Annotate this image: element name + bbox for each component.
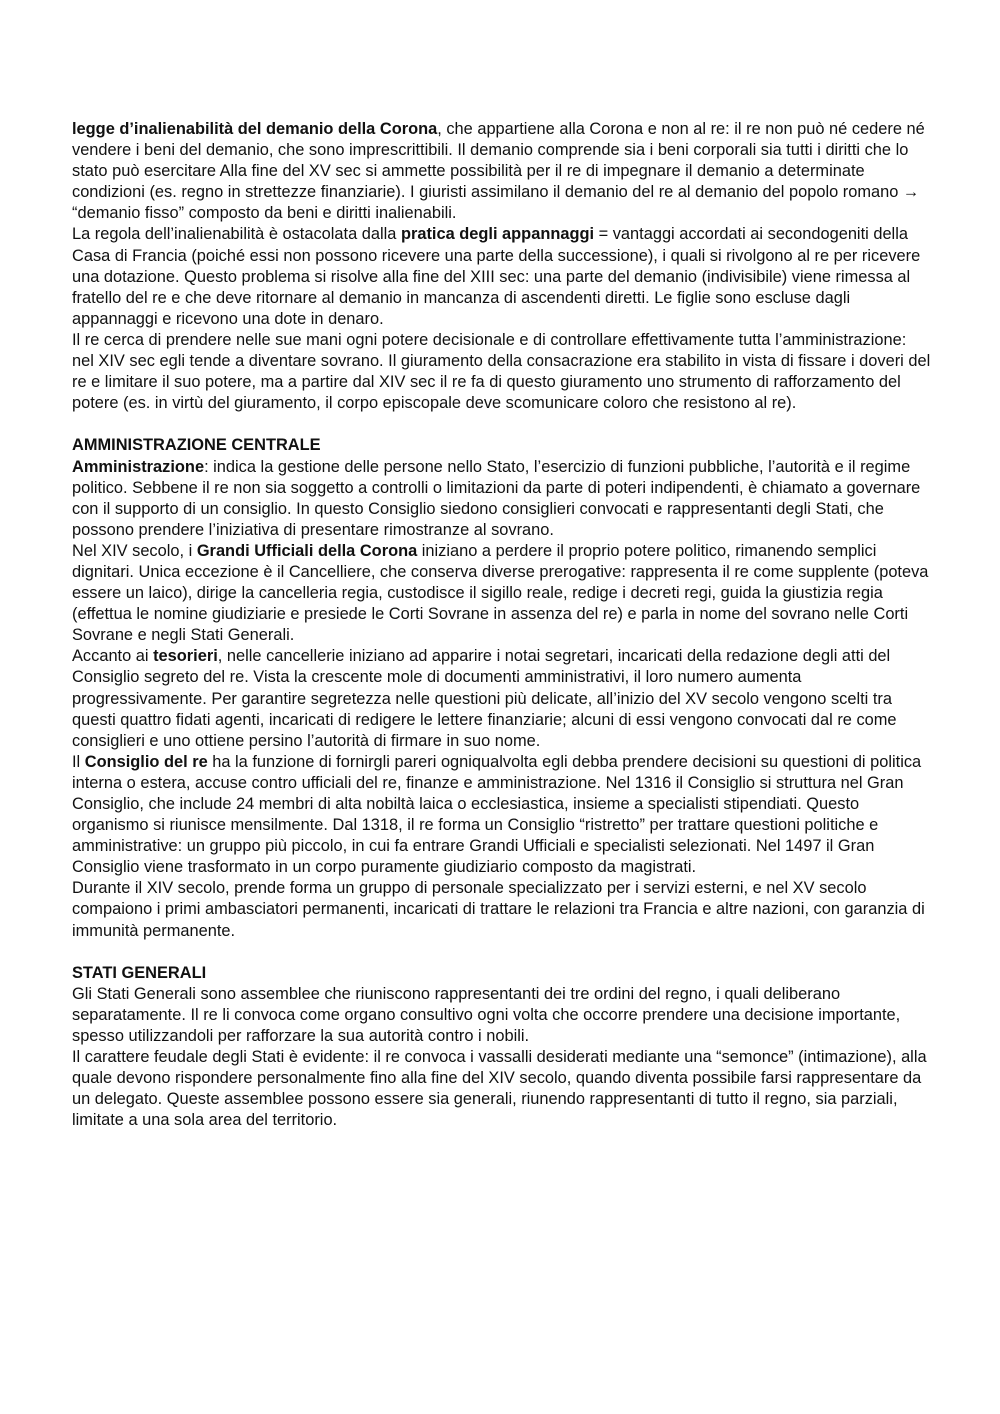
paragraph-ambassadors: Durante il XIV secolo, prende forma un gruppo di personale specializzato per i servizi esterni, e nel XV secolo compaiono i primi ambasciatori permanenti, incaricati di trattare le relazioni tra Francia e altre nazioni, con garanzia di immunità permanente. (72, 879, 925, 940)
paragraph-text: Accanto ai (72, 647, 154, 666)
spacer (72, 414, 932, 435)
spacer (72, 942, 932, 963)
document-page (72, 119, 932, 1132)
paragraph-treasurers (72, 646, 932, 751)
paragraph-sovereignty: Il re cerca di prendere nelle sue mani ogni potere decisionale e di controllare effettivamente tutta l’amministrazione: nel XIV sec egli tende a diventare sovrano. Il giuramento della consacrazione era stabilito in vista di fissare i doveri del re e limitare il suo potere, ma a partire dal XIV sec il re fa di questo giuramento uno strumento di rafforzamento del potere (es. in virtù del giuramento, il corpo episcopale deve scomunicare coloro che resistono al re). (72, 330, 931, 413)
paragraph-text: = vantaggi accordati ai secondogeniti della Casa di Francia (poiché essi non possono ricevere una parte della successione), i quali si rivolgono al re per ricevere una dotazione. Questo problema si risolve alla fine del XIII sec: una parte del demanio (indivisibile) viene rimessa al fratello del re e che deve ritornare al demanio in mancanza di ascendenti diretti. Le figlie sono escluse dagli appannaggi e ricevono una dote in denaro. (72, 225, 921, 328)
paragraph-text: Il (72, 752, 85, 771)
paragraph-text: ha la funzione di fornirgli pareri ogniqualvolta egli debba prendere decisioni su questioni di politica interna o estera, accuse contro ufficiali del re, finanze e amministrazione. Nel 1316 il Consiglio si struttura nel Gran Consiglio, che include 24 membri di alta nobiltà laica o ecclesiastica, insieme a specialisti stipendiati. Questo organismo si riunisce mensilmente. Dal 1318, il re forma un Consiglio “ristretto” per trattare questioni politiche e amministrative: un gruppo più piccolo, in cui fa entrare Grandi Ufficiali e specialisti selezionati. Nel 1497 il Gran Consiglio viene trasformato in un corpo puramente giudiziario composto da magistrati. (72, 752, 922, 877)
paragraph-inalienability (72, 119, 932, 224)
paragraph-appanages (72, 224, 932, 329)
bold-term: Consiglio del re (84, 752, 208, 771)
bold-term: pratica degli appannaggi (400, 225, 595, 244)
paragraph-text: “demanio fisso” composto da beni e diritti inalienabili. (72, 204, 457, 223)
paragraph-kings-council (72, 752, 932, 879)
bold-term: Grandi Ufficiali della Corona (196, 541, 418, 560)
section-heading-estates-general: STATI GENERALI (72, 963, 207, 982)
paragraph-estates-feudal: Il carattere feudale degli Stati è evidente: il re convoca i vassalli desiderati mediante una “semonce” (intimazione), alla quale devono rispondere personalmente fino alla fine del XIV secolo, quando diventa possibile farsi rappresentare da un delegato. Queste assemblee possono essere sia generali, riunendo rappresentanti di tutto il regno, sia parziali, limitate a una sola area del territorio. (72, 1048, 927, 1130)
paragraph-text: , nelle cancellerie iniziano ad apparire i notai segretari, incaricati della redazione degli atti del Consiglio segreto del re. Vista la crescente mole di documenti amministrativi, il loro numero aumenta progressivamente. Per garantire segretezza nelle questioni più delicate, all’inizio del XV secolo vengono scelti tra questi quattro fidati agenti, incaricati di redigere le lettere finanziarie; alcuni di essi vengono convocati dal re come consiglieri e uno ottiene persino l’autorità di firmare in suo nome. (72, 647, 897, 750)
paragraph-estates-definition: Gli Stati Generali sono assemblee che riuniscono rappresentanti dei tre ordini del regno, i quali deliberano separatamente. Il re li convoca come organo consultivo ogni volta che occorre prendere una decisione importante, spesso utilizzandoli per rafforzare la sua autorità contro i nobili. (72, 984, 901, 1046)
bold-term: legge d’inalienabilità del demanio della Corona (72, 120, 438, 138)
bold-term: Amministrazione (72, 457, 205, 476)
paragraph-text: : indica la gestione delle persone nello Stato, l’esercizio di funzioni pubbliche, l’autorità e il regime politico. Sebbene il re non sia soggetto a controlli o limitazioni da parte di poteri indipendenti, è chiamato a governare con il supporto di un consiglio. In questo Consiglio siedono consiglieri convocati e rappresentanti degli Stati, che possono prendere l’iniziativa di presentare rimostranze al sovrano. (72, 457, 921, 539)
paragraph-text: Nel XIV secolo, i (72, 541, 197, 560)
paragraph-text: , che appartiene alla Corona e non al re: il re non può né cedere né vendere i beni del demanio, che sono imprescrittibili. Il demanio comprende sia i beni corporali sia tutti i diritti che lo stato può esercitare Alla fine del XV sec si ammette possibilità per il re di impegnare il demanio a determinate condizioni (es. regno in strettezze finanziarie). I giuristi assimilano il demanio del re al demanio del popolo romano (72, 120, 925, 202)
arrow-icon: → (902, 183, 920, 202)
paragraph-text: La regola dell’inalienabilità è ostacolata dalla (72, 225, 401, 244)
section-heading-central-administration: AMMINISTRAZIONE CENTRALE (72, 436, 321, 455)
paragraph-administration (72, 457, 932, 541)
bold-term: tesorieri (153, 647, 218, 666)
paragraph-great-officers (72, 541, 932, 646)
paragraph-text: iniziano a perdere il proprio potere politico, rimanendo semplici dignitari. Unica eccezione è il Cancelliere, che conserva diverse prerogative: rappresenta il re come supplente (poteva essere un laico), dirige la cancelleria regia, custodisce il sigillo reale, redige i decreti regi, guida la giustizia regia (effettua le nomine giudiziarie e presiede le Corti Sovrane in assenza del re) e parla in nome del sovrano nelle Corti Sovrane e negli Stati Generali. (72, 541, 929, 645)
